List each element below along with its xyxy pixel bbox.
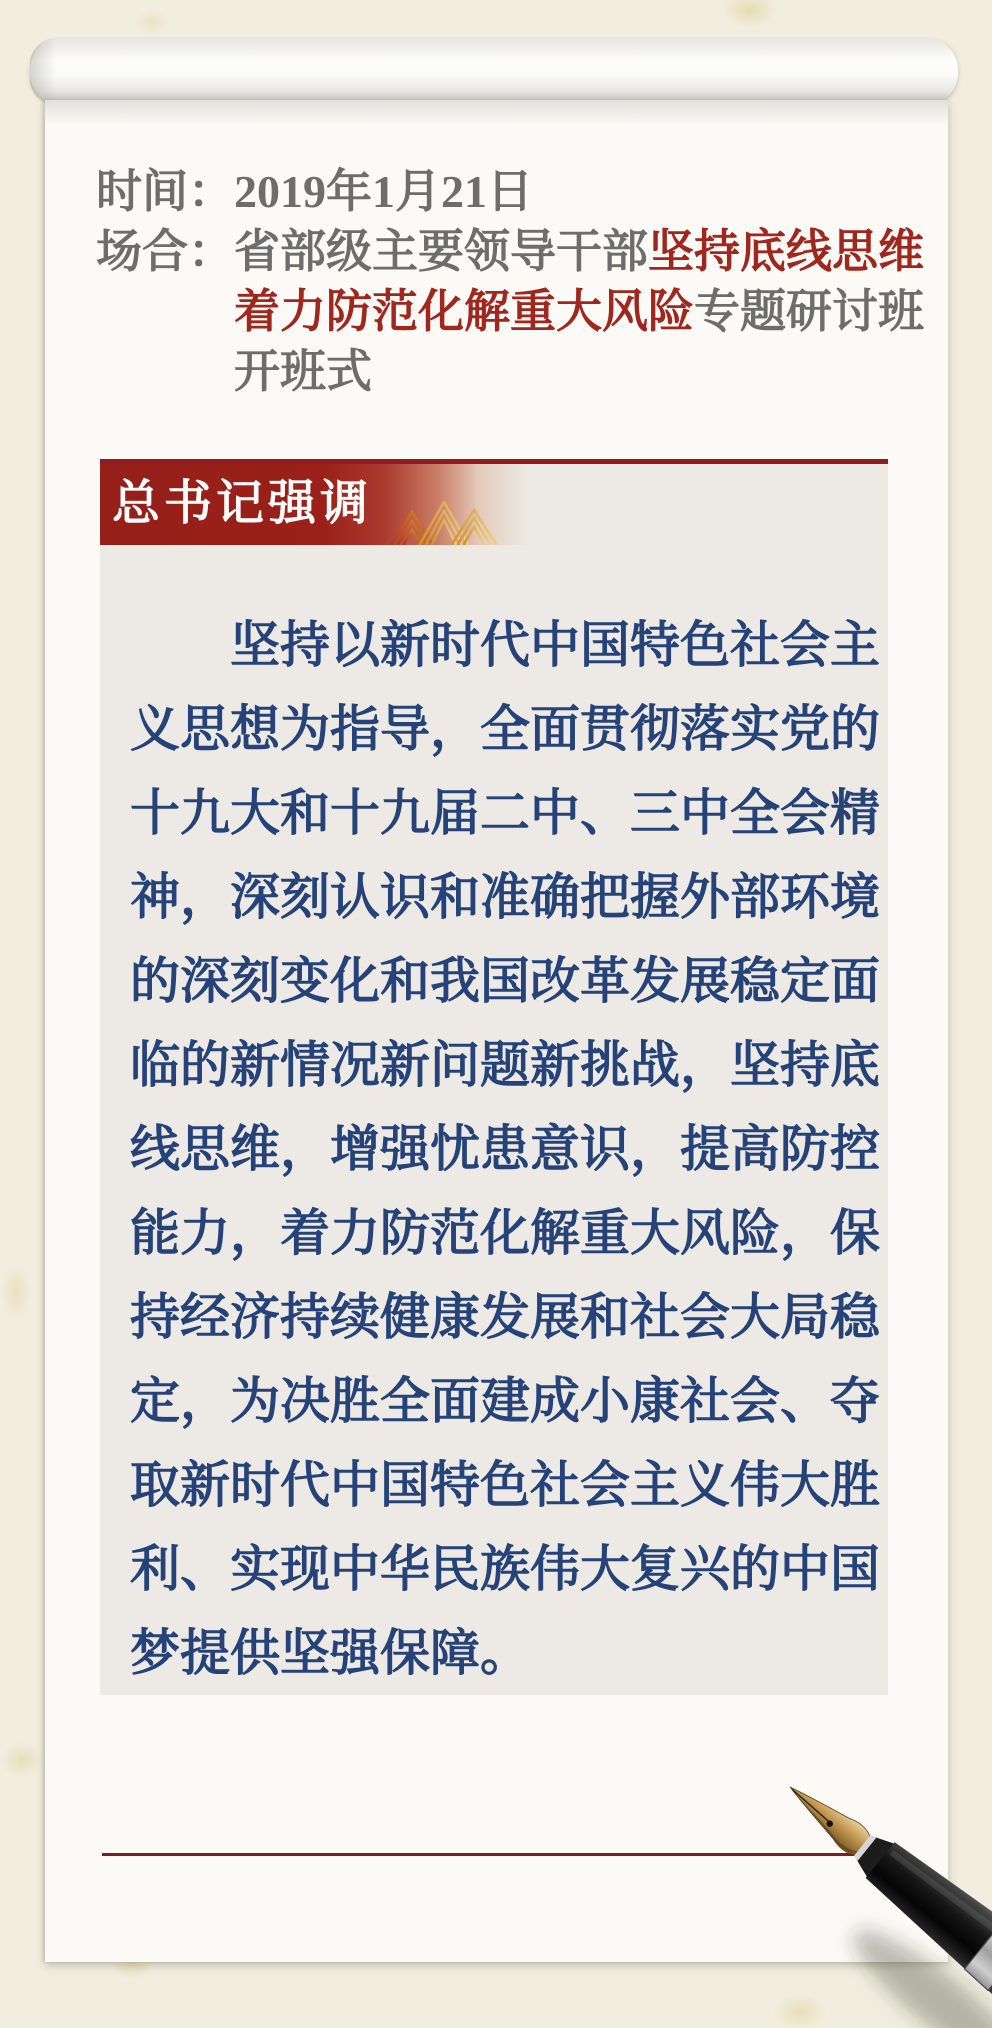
notepad-roll-top [30,38,958,105]
quote-line: 梦提供坚强保障。 [130,1623,530,1682]
occasion-segment: 专题研讨班 [694,286,924,337]
occasion-line [234,342,934,402]
occasion-segment: 开班式 [234,346,372,397]
occasion-row [96,222,926,402]
quote-line: 的深刻变化和我国改革发展稳定面 [130,951,880,1010]
time-value: 2019年1月21日 [234,166,533,217]
quote-line: 能力，着力防范化解重大风险，保 [130,1203,880,1262]
occasion-line [234,282,934,342]
occasion-segment: 着力防范化解重大风险 [234,286,694,337]
fountain-pen [700,1680,992,2028]
gold-mountains-icon [388,501,500,545]
quote-line: 取新时代中国特色社会主义伟大胜 [130,1455,880,1514]
quote-line: 利、实现中华民族伟大复兴的中国 [130,1539,880,1598]
banner-title: 总书记强调 [112,477,373,530]
time-label: 时间： [96,166,234,217]
quote-line: 义思想为指导，全面贯彻落实党的 [130,699,880,758]
occasion-line [234,222,934,282]
occasion-segment: 坚持底线思维 [648,226,924,277]
occasion-value [234,222,934,402]
banner [100,464,888,545]
quote-line: 神，深刻认识和准确把握外部环境 [130,867,880,926]
occasion-segment: 省部级主要领导干部 [234,226,648,277]
quote-box [100,459,888,1695]
quote-line: 定，为决胜全面建成小康社会、夺 [130,1371,880,1430]
quote-line: 坚持以新时代中国特色社会主 [230,615,880,674]
quote-line: 十九大和十九届二中、三中全会精 [130,783,880,842]
occasion-label: 场合： [96,226,234,277]
quote-paragraph [130,603,886,1695]
quote-line: 临的新情况新问题新挑战，坚持底 [130,1035,880,1094]
header-block [96,162,926,402]
quote-line: 持经济持续健康发展和社会大局稳 [130,1287,880,1346]
time-row [96,162,926,222]
quote-line: 线思维，增强忧患意识，提高防控 [130,1119,880,1178]
